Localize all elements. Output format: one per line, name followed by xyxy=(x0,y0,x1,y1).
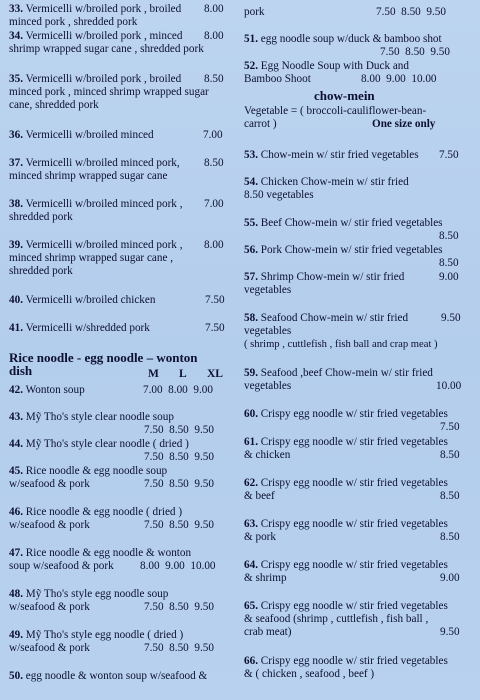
item-price: 8.50 xyxy=(440,531,460,543)
item-description-2: minced pork , minced shrimp wrapped sugar xyxy=(9,86,209,98)
menu-item-33 xyxy=(9,3,235,29)
item-price: 10.00 xyxy=(436,380,462,392)
vegetable-note-line-1: Vegetable = ( broccoli-cauliflower-bean- xyxy=(244,105,427,117)
menu-item-45 xyxy=(9,465,235,491)
item-description: Chow-mein w/ stir fried vegetables xyxy=(260,149,419,161)
menu-item-58 xyxy=(244,312,474,351)
menu-item-55 xyxy=(244,217,474,242)
menu-item-65 xyxy=(244,600,474,639)
menu-item-61 xyxy=(244,436,474,462)
menu-item-52 xyxy=(244,60,474,86)
menu-item-42 xyxy=(9,384,235,397)
item-price: 7.00 xyxy=(204,198,224,210)
item-number: 33. xyxy=(9,3,23,15)
item-prices: 8.00 9.00 10.00 xyxy=(140,560,216,572)
menu-item-53 xyxy=(244,149,474,162)
menu-item-54 xyxy=(244,176,474,202)
item-number: 66. xyxy=(244,655,258,667)
item-description: Vermicelli w/broiled minced pork , xyxy=(25,198,183,210)
menu-item-50 xyxy=(9,670,235,683)
item-description-2: & chicken xyxy=(244,449,291,461)
item-number: 56. xyxy=(244,244,258,256)
item-description-2: & seafood (shrimp , cuttlefish , fish ball , xyxy=(244,613,429,625)
size-xl: XL xyxy=(207,368,223,380)
item-description: Beef Chow-mein w/ stir fried vegetables xyxy=(260,217,443,229)
item-description-3: ( shrimp , cuttlefish , fish ball and crap meat ) xyxy=(244,339,438,350)
item-number: 58. xyxy=(244,312,258,324)
menu-item-64 xyxy=(244,559,474,585)
item-description-2: minced shrimp wrapped sugar cane , xyxy=(9,252,174,264)
item-number: 37. xyxy=(9,157,23,169)
item-description-2: soup w/seafood & pork xyxy=(9,560,114,572)
item-number: 57. xyxy=(244,271,258,283)
item-description-3: cane, shredded pork xyxy=(9,99,99,111)
item-description: Pork Chow-mein w/ stir fried vegetables xyxy=(260,244,443,256)
item-prices: 7.50 8.50 9.50 xyxy=(144,478,214,490)
item-number: 40. xyxy=(9,294,23,306)
item-number: 36. xyxy=(9,129,23,141)
item-description: Seafood ,beef Chow-mein w/ stir fried xyxy=(260,367,433,379)
item-description: Mỹ Tho's style egg noodle ( dried ) xyxy=(25,629,184,641)
item-prices: 8.00 9.00 10.00 xyxy=(361,73,437,85)
item-prices: 7.50 8.50 9.50 xyxy=(144,451,214,463)
menu-item-35 xyxy=(9,73,235,112)
item-number: 41. xyxy=(9,322,23,334)
item-price: 8.00 xyxy=(204,30,224,42)
section-title-rice-noodle xyxy=(9,351,235,377)
item-description: Vermicelli w/broiled minced pork, xyxy=(25,157,180,169)
item-number: 45. xyxy=(9,465,23,477)
item-number: 48. xyxy=(9,588,23,600)
item-description: Vermicelli w/broiled pork , broiled xyxy=(25,73,182,85)
item-price: 8.00 xyxy=(204,3,224,15)
menu-item-60 xyxy=(244,408,474,433)
item-number: 43. xyxy=(9,411,23,423)
menu-item-40 xyxy=(9,294,235,307)
item-number: 39. xyxy=(9,239,23,251)
item-description-2: w/seafood & pork xyxy=(9,519,90,531)
item-price: 8.50 xyxy=(439,230,459,242)
item-price: 7.50 xyxy=(439,149,459,161)
item-description: Rice noodle & egg noodle soup xyxy=(25,465,168,477)
menu-item-49 xyxy=(9,629,235,655)
item-description: egg noodle & wonton soup w/seafood & xyxy=(25,670,208,682)
item-number: 63. xyxy=(244,518,258,530)
item-number: 38. xyxy=(9,198,23,210)
item-description: Vermicelli w/broiled pork , broiled xyxy=(25,3,182,15)
item-description: Crispy egg noodle w/ stir fried vegetables xyxy=(260,559,448,571)
item-number: 46. xyxy=(9,506,23,518)
item-description: Seafood Chow-mein w/ stir fried xyxy=(260,312,409,324)
menu-item-59 xyxy=(244,367,474,393)
menu-item-48 xyxy=(9,588,235,614)
item-prices: 7.50 8.50 9.50 xyxy=(144,519,214,531)
item-description: Crispy egg noodle w/ stir fried vegetables xyxy=(260,518,448,530)
item-description-2: w/seafood & pork xyxy=(9,601,90,613)
item-number: 62. xyxy=(244,477,258,489)
menu-item-56 xyxy=(244,244,474,269)
item-number: 60. xyxy=(244,408,258,420)
item-price: 8.50 xyxy=(440,449,460,461)
menu-item-50-continued xyxy=(244,6,474,19)
item-prices: 7.00 8.00 9.00 xyxy=(143,384,213,396)
item-description-2: minced shrimp wrapped sugar cane xyxy=(9,170,168,182)
item-number: 55. xyxy=(244,217,258,229)
item-price: 9.50 xyxy=(440,626,460,638)
item-description-2: 8.50 vegetables xyxy=(244,189,314,201)
menu-item-63 xyxy=(244,518,474,544)
menu-item-57 xyxy=(244,271,474,297)
item-description: Vermicelli w/broiled minced pork , xyxy=(25,239,183,251)
item-description: Rice noodle & egg noodle & wonton xyxy=(25,547,192,559)
section-title-line-2: dish xyxy=(9,363,33,378)
item-description: Crispy egg noodle w/ stir fried vegetables xyxy=(260,600,448,612)
item-description-2: vegetables xyxy=(244,325,292,337)
item-description-2: & pork xyxy=(244,531,277,543)
item-description: Rice noodle & egg noodle ( dried ) xyxy=(25,506,183,518)
item-description: Crispy egg noodle w/ stir fried vegetables xyxy=(260,477,448,489)
menu-item-37 xyxy=(9,157,235,183)
menu-item-44 xyxy=(9,438,235,463)
size-m: M xyxy=(148,368,159,380)
item-description: Vermicelli w/broiled pork , minced xyxy=(25,30,183,42)
menu-item-66 xyxy=(244,655,474,681)
item-description: Chicken Chow-mein w/ stir fried xyxy=(260,176,409,188)
item-price: 8.50 xyxy=(439,257,459,269)
size-l: L xyxy=(179,368,187,380)
item-price: 9.50 xyxy=(441,312,461,324)
item-price: 9.00 xyxy=(439,271,459,283)
item-price: 7.50 xyxy=(205,322,225,334)
menu-item-62 xyxy=(244,477,474,503)
item-description: Mỹ Tho's style clear noodle ( dried ) xyxy=(25,438,189,450)
item-price: 9.00 xyxy=(440,572,460,584)
item-description: Egg Noodle Soup with Duck and xyxy=(260,60,409,72)
item-description-2: & ( chicken , seafood , beef ) xyxy=(244,668,375,680)
item-number: 61. xyxy=(244,436,258,448)
menu-item-39 xyxy=(9,239,235,278)
item-description-2: vegetables xyxy=(244,380,292,392)
item-number: 50. xyxy=(9,670,23,682)
item-number: 54. xyxy=(244,176,258,188)
item-description-2: minced pork , shredded pork xyxy=(9,16,138,28)
item-price: 7.00 xyxy=(203,129,223,141)
item-description: Vermicelli w/broiled chicken xyxy=(25,294,156,306)
item-price: 7.50 xyxy=(205,294,225,306)
menu-item-34 xyxy=(9,30,235,56)
item-description: Crispy egg noodle w/ stir fried vegetables xyxy=(260,408,448,420)
item-number: 52. xyxy=(244,60,258,72)
item-prices: 7.50 8.50 9.50 xyxy=(376,6,446,18)
item-description-2: shrimp wrapped sugar cane , shredded pork xyxy=(9,43,204,55)
item-prices: 7.50 8.50 9.50 xyxy=(144,424,214,436)
item-number: 34. xyxy=(9,30,23,42)
menu-item-38 xyxy=(9,198,235,224)
item-description-2: & shrimp xyxy=(244,572,287,584)
menu-item-46 xyxy=(9,506,235,532)
item-description-2: shredded pork xyxy=(9,211,73,223)
item-prices: 7.50 8.50 9.50 xyxy=(380,46,450,58)
vegetable-note xyxy=(244,105,474,131)
item-description: Mỹ Tho's style clear noodle soup xyxy=(25,411,174,423)
item-description: Vermicelli w/shredded pork xyxy=(25,322,150,334)
item-number: 51. xyxy=(244,33,258,45)
item-description: Mỹ Tho's style egg noodle soup xyxy=(25,588,169,600)
item-price: 8.50 xyxy=(204,73,224,85)
item-description: Vermicelli w/broiled minced xyxy=(25,129,154,141)
item-number: 65. xyxy=(244,600,258,612)
item-description: pork xyxy=(244,6,265,18)
section-title-chow-mein: chow-mein xyxy=(314,88,375,103)
item-number: 47. xyxy=(9,547,23,559)
item-number: 44. xyxy=(9,438,23,450)
item-description: Shrimp Chow-mein w/ stir fried xyxy=(260,271,405,283)
item-description-2: w/seafood & pork xyxy=(9,642,90,654)
item-description: Crispy egg noodle w/ stir fried vegetables xyxy=(260,436,448,448)
item-description-2: Bamboo Shoot xyxy=(244,73,311,85)
item-description-2: & beef xyxy=(244,490,275,502)
item-number: 49. xyxy=(9,629,23,641)
vegetable-note-line-2: carrot ) xyxy=(244,118,277,130)
item-price: 7.50 xyxy=(440,421,460,433)
one-size-note: One size only xyxy=(372,118,436,130)
item-price: 8.50 xyxy=(204,157,224,169)
menu-item-36 xyxy=(9,129,235,142)
item-description-2: w/seafood & pork xyxy=(9,478,90,490)
item-description: Wonton soup xyxy=(25,384,85,396)
item-number: 42. xyxy=(9,384,23,396)
item-price: 8.50 xyxy=(440,490,460,502)
item-number: 64. xyxy=(244,559,258,571)
item-description-2: vegetables xyxy=(244,284,292,296)
item-price: 8.00 xyxy=(204,239,224,251)
item-prices: 7.50 8.50 9.50 xyxy=(144,642,214,654)
menu-item-43 xyxy=(9,411,235,436)
item-description: Crispy egg noodle w/ stir fried vegetables xyxy=(260,655,448,667)
item-number: 35. xyxy=(9,73,23,85)
item-number: 53. xyxy=(244,149,258,161)
menu-item-51 xyxy=(244,33,474,58)
item-number: 59. xyxy=(244,367,258,379)
section-title-line-1: Rice noodle - egg noodle – wonton xyxy=(9,350,198,365)
item-description: egg noodle soup w/duck & bamboo shot xyxy=(260,33,442,45)
item-description-3: shredded pork xyxy=(9,265,73,277)
menu-item-47 xyxy=(9,547,235,573)
menu-item-41 xyxy=(9,322,235,335)
item-description-3: crab meat) xyxy=(244,626,292,638)
item-prices: 7.50 8.50 9.50 xyxy=(144,601,214,613)
